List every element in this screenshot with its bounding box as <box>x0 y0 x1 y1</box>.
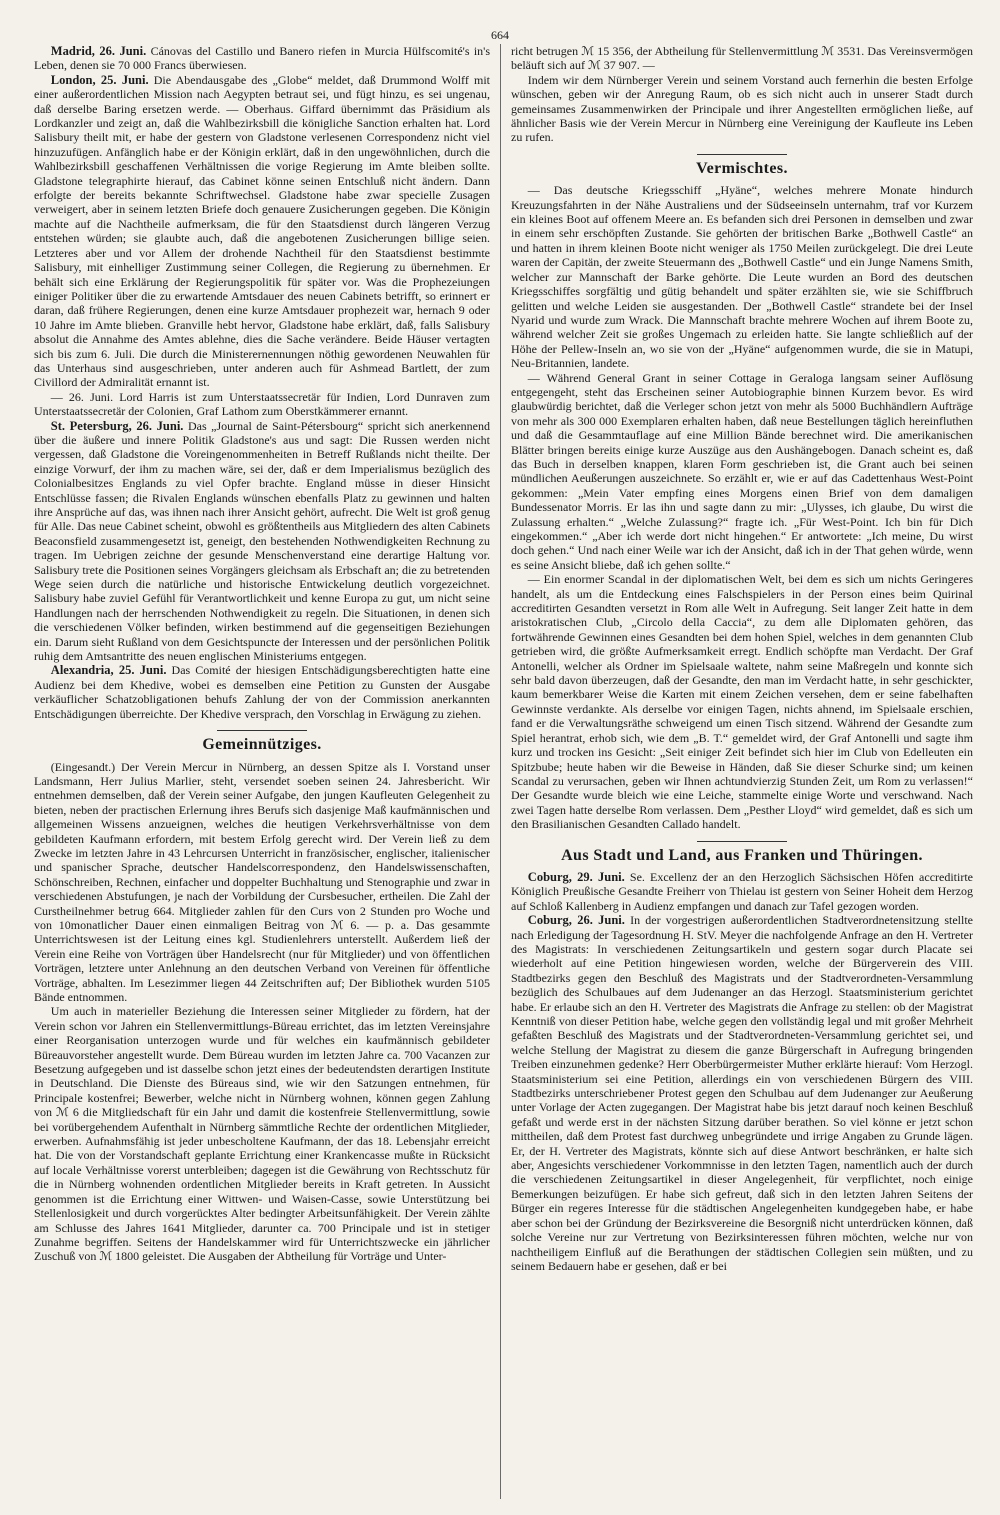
section-heading: Aus Stadt und Land, aus Franken und Thüringen. <box>561 846 923 864</box>
article-paragraph <box>34 1004 490 1263</box>
dateline: St. Petersburg, 26. Juni. <box>50 418 184 433</box>
article-text: Se. Excellenz der an den Herzoglich Sächsischen Höfen accreditirte Königlich Preußische Gesandte Freiherr von Thielau ist gestern von Seiner Hoheit dem Herzog auf Schloß Kallenberg in Audienz empfangen und danach zur Tafel gezogen worden. <box>511 869 974 913</box>
article-text: (Eingesandt.) Der Verein Mercur in Nürnberg, an dessen Spitze als I. Vorstand unser Landsmann, Herr Julius Marlier, steht, versendet soeben seinen 24. Jahresbericht. Wir entnehmen demselben, daß der Verein seiner Aufgabe, den jungen Kaufleuten Gelegenheit zu bieten, neben der practischen Erlernung ihres Berufs sich dasjenige Maß kaufmännischen und allgemeinen Wissens anzueignen, welches die heutigen Verkehrsverhältnisse von dem gebildeten Kaufmann erfordern, mit bestem Erfolg gerecht wird. Der Verein ließ zu dem Zwecke im letzten Jahre in 43 Lehrcursen Unterricht in französischer, englischer, italienischer und spanischer Sprache, deutscher Handelscorrespondenz, den Handelswissenschaften, Schönschreiben, Rechnen, einfacher und doppelter Buchhaltung und Stenographie und zwar in verschiedenen Abstufungen, je nach der Vorbildung der Cursbesucher, ertheilen. Die Zahl der Curstheilnehmer betrug 664. Mitglieder zahlen für den Curs von 2 Stunden pro Woche und von 10monatlicher Dauer einen einmaligen Beitrag von ℳ 6. — p. a. Das gesammte Unterrichtswesen ist der Leitung eines kgl. Studienlehrers unterstellt. Außerdem ließ der Verein eine Reihe von Vorträgen über Handelsrecht (nur für Mitglieder) und von öffentlichen Vorträgen, letztere unter Anlehnung an den deutschen Verband von Vereinen für öffentliche Vorträge, abhalten. Im Lesezimmer liegen 44 Zeitschriften auf; Der Bibliothek wurden 5105 Bände entnommen. <box>34 759 490 1004</box>
section-rule <box>697 841 787 842</box>
article-paragraph <box>511 73 973 145</box>
article-paragraph <box>511 870 973 913</box>
article-paragraph <box>34 663 490 721</box>
article-paragraph <box>511 44 973 73</box>
article-text: Das „Journal de Saint-Pétersbourg“ spricht sich anerkennend über die äußere und innere Politik Gladstone's aus und sagt: Die Russen werden nicht vergessen, daß Gladstone die Voreingenommenheiten in Betreff Rußlands nicht theilte. Der einzige Vorwurf, der ihm zu machen wäre, sei der, daß er dem Imperialismus bezüglich des Colonialbesitzes Englands zu viel Opfer brachte. England müsse in dieser Hinsicht Entschlüsse fassen; die Rivalen Englands wünschen ebenfalls Platz zu gewinnen und halten ihre Ansprüche auf das, was ihnen nach ihrer Ansicht gehört, aufrecht. Die Welt ist groß genug für Alle. Das neue Cabinet scheint, obwohl es größtentheils aus Mitgliedern des alten Cabinets Beaconsfield zusammengesetzt ist, geneigt, den bestehenden Nothwendigkeiten Rechnung zu tragen. Im Uebrigen zeichne der gesunde Menschenverstand eine derartige Haltung vor. Salisbury trete die Positionen seines Vorgängers gleichsam als Erbschaft an; die zu betretenden Wege seien durch die natürliche und historische Entwickelung deutlich vorgezeichnet. Salisbury habe zuviel Gefühl für Verantwortlichkeit und kenne Europa zu gut, um nicht seine Handlungen nach der herrschenden Nothwendigkeit zu regeln. Die Situationen, in denen sich die verschiedenen Völker befinden, wirken bestimmend auf die gegenseitigen Beziehungen ein. Darum sieht Rußland von dem Gesichtspuncte der Interessen und der persönlichen Politik ruhig dem Amtsantritte des neuen englischen Ministeriums entgegen. <box>34 418 491 664</box>
article-text: richt betrugen ℳ 15 356, der Abtheilung für Stellenvermittlung ℳ 3531. Das Vereinsvermögen beläuft sich auf ℳ 37 907. — <box>511 44 973 73</box>
article-text: Um auch in materieller Beziehung die Interessen seiner Mitglieder zu fördern, hat der Verein schon vor Jahren ein Stellenvermittlungs-Büreau errichtet, das im letzten Vereinsjahre einer Reorganisation unterzogen wurde und für welches ein kaufmännisch gebildeter Büreauvorsteher angestellt wurde. Dem Büreau wurden im letzten Jahre ca. 700 Vacanzen zur Besetzung aufgegeben und ist dasselbe schon jetzt eines der bedeutendsten derartigen Institute in Deutschland. Die Dienste des Büreaus sind, wie wir den Satzungen entnehmen, für Principale kostenfrei; Bewerber, welche nicht in Nürnberg wohnen, können gegen Zahlung von ℳ 6 die Mitgliedschaft für ein Jahr und damit die kostenfreie Stellenvermittlung, sowie bei vorübergehendem Aufenthalt in Nürnberg sämmtliche Rechte der ordentlichen Mitglieder, erwerben. Aufnahmsfähig ist jeder unbescholtene Kaufmann, der das 18. Lebensjahr erreicht hat. Die von der Vorstandschaft geplante Errichtung einer Krankencasse mußte in Rücksicht auf locale Verhältnisse vorerst unterbleiben; dagegen ist die Gewährung von Rechtsschutz für die in Nürnberg wohnenden ordentlichen Mitglieder bereits in Kraft getreten. In Aussicht genommen ist die Errichtung einer Wittwen- und Waisen-Casse, sowie Unterstützung bei Stellenlosigkeit und durch vorgerücktes Alter bedingter Arbeitsunfähigkeit. Der Verein zählte am Schlusse des Jahres 1641 Mitglieder, darunter ca. 700 Principale und ist in stetiger Zunahme begriffen. Seitens der Handelskammer wird für Unterrichtszwecke ein jährlicher Zuschuß von ℳ 1800 geleistet. Die Ausgaben der Abtheilung für Vorträge und Unter- <box>34 1004 490 1264</box>
page-number: 664 <box>491 28 509 42</box>
article-text: Das Comité der hiesigen Entschädigungsberechtigten hatte eine Audienz bei dem Khedive, wobei es demselben eine Petition zu Gunsten der Ausgabe verkäuflicher Schatzobligationen behufs Zahlung der von der Commission anerkannten Entschädigungen überreichte. Der Khedive versprach, den Vorschlag in Erwägung zu ziehen. <box>34 663 490 721</box>
article-paragraph <box>34 73 490 390</box>
left-column <box>34 44 490 1264</box>
section-heading: Gemeinnütziges. <box>202 736 322 754</box>
section-heading: Vermischtes. <box>696 159 788 177</box>
article-text: — Ein enormer Scandal in der diplomatischen Welt, bei dem es sich um nichts Geringeres handelt, als um die Entdeckung eines Falschspielers in der Person eines beim Quirinal accreditirten Gesandten versetzt in Rom alle Welt in Aufregung. Seit langer Zeit hatte in dem aristokratischen Club, „Circolo della Caccia“, zu dem alle Diplomaten gehören, das fortwährende Gewinnen eines Gesandten bei dem hohen Spiel, welches in dem genannten Club getrieben wird, die größte Aufmerksamkeit erregt. Endlich schöpfte man Verdacht. Der Graf Antonelli, welcher als Ordner im Spielsaale waltete, nahm seine Maßregeln und konnte sich sehr bald davon überzeugen, daß der Gesandte, den man im Verdacht hatte, in sehr geschickter, kaum bemerkbarer Weise die Karten mit einem Zeichen versehen, dem er seine fabelhaften Gewinnste verdankte. Als derselbe vor einigen Tagen, nichts ahnend, im Spielsaale erschien, fand er die Verwaltungsräthe schweigend um einen Tisch sitzend. Während der Gesandte zum Spiel herantrat, erhob sich, wie dem „B. T.“ gemeldet wird, der Graf Antonelli und sagte ihm kurz und trocken ins Gesicht: „Seit einiger Zeit befindet sich hier im Club von Edelleuten ein Spitzbube; heute haben wir die Beweise in Händen, daß Sie dieser Schurke sind; um keinen Scandal zu verursachen, geben wir Ihnen achtundvierzig Stunden Zeit, um Rom zu verlassen!“ Der Gesandte wurde bleich wie eine Leiche, stammelte einige Worte und verschwand. Nach zwei Tagen hatte derselbe Rom verlassen. Dem „Pesther Lloyd“ wird gemeldet, daß es sich um den Brasilianischen Gesandten Callado handelt. <box>511 572 973 832</box>
dateline: Coburg, 26. Juni. <box>527 913 625 928</box>
article-text: Cánovas del Castillo und Banero riefen in Murcia Hülfscomité's in's Leben, denen sie 70 000 Francs überwiesen. <box>34 44 491 73</box>
section-rule <box>697 154 787 155</box>
dateline: Madrid, 26. Juni. <box>50 44 147 58</box>
article-text: Die Abendausgabe des „Globe“ meldet, daß Drummond Wolff mit einer außerordentlichen Mission nach Aegypten betraut sei, und fügt hinzu, es sei ungenau, daß derselbe Baring ersetzen werde. — Oberhaus. Giffard übernimmt das Präsidium als Lordkanzler und zeigt an, daß die Wahlbezirksbill die königliche Sanction erhalten hat. Lord Salisbury theilt mit, er habe der gestern von Gladstone verlesenen Correspondenz nicht viel hinzuzufügen. Anfänglich habe er der Königin erklärt, daß in den ungewöhnlichen, durch die Wahlbezirksbill geschaffenen Verhältnissen die vorige Regierung im Amte bleiben sollte. Gladstone telegraphirte hierauf, das Cabinet könne seinen Entschluß nicht ändern. Dann erfolgte der bereits bekannte Schriftwechsel. Gladstone habe zwar specielle Zusagen verweigert, aber in seinem letzten Briefe doch genauere Zusicherungen gegeben. Die Königin machte auf die Nachtheile aufmerksam, die für den Staatsdienst durch längeren Verzug entstehen würden; sie glaubte auch, daß die angebotenen Zusicherungen billige seien. Letzteres aber und vor Allem der drohende Nachtheil für den Staatsdienst bestimmte Salisbury, mit einhelliger Zustimmung seiner Collegen, die Regierung zu übernehmen. Er behält sich eine Erklärung der Regierungspolitik für später vor. Was die Prophezeiungen einiger Politiker über die zu erwartende Amtsdauer des neuen Cabinets betrifft, so erinnert er daran, daß frühere Regierungen, denen eine kurze Amtsdauer prophezeit war, hernach 9 oder 10 Jahre im Amte blieben. Granville hebt hervor, Gladstone habe erklärt, daß, falls Salisbury absolut die Annahme des Amtes ablehne, dies die Sache verändere. Beide Häuser vertagten sich bis zum 6. Juli. Die durch die Ministerernennungen nöthig gewordenen Neuwahlen für das Unterhaus sind ausgeschrieben, unter anderen auch für Ashmead Bartlett, der zum Civillord der Admiralität ernannt ist. <box>34 72 490 390</box>
article-text: In der vorgestrigen außerordentlichen Stadtverordnetensitzung stellte nach Erledigung der Tagesordnung H. StV. Meyer die nachfolgende Anfrage an den H. Vertreter des Magistrats: In verschiedenen Zeitungsartikeln und gestern sogar durch Placate sei wiederholt auf eine Petition hingewiesen worden, welche der Bürgerverein des VIII. Stadtbezirks gegen den Beschluß des Magistrats und der Stadtverordneten-Versammlung bezüglich des Schulbaues auf dem Judenanger an das Herzogl. Staatsministerium gerichtet habe. Er erlaube sich an den H. Vertreter des Magistrats die Anfrage zu stellen: ob der Magistrat Kenntniß von dieser Petition habe, welche gegen den vollständig legal und mit großer Mehrheit gefaßten Beschluß des Magistrats und der Stadtverordneten-Versammlung gerichtet sei, und welche Stellung der Magistrat zu diesem die ganze Bürgerschaft in Aufregung bringenden Treiben einzunehmen gedenke? Herr Oberbürgermeister Muther erklärte hierauf: Vom Herzogl. Staatsministerium sei eine Petition, allerdings ein von verschiedenen Bürgern des VIII. Stadtbezirks unterschriebener Protest gegen den Schulbau auf dem Judenanger zur Aeußerung unter Vorlage der Acten zugegangen. Der Magistrat habe bis jetzt darauf noch keinen Beschluß gefaßt und werde erst in der nächsten Sitzung darüber berathen. So viel könne er jetzt schon mittheilen, daß dem Protest fast durchweg unbegründete und irrige Angaben zu Grunde lägen. Er, der H. Vertreter des Magistrats, könnte sich auf diese Antwort beschränken, er halte sich aber, Angesichts verschiedener Vorkommnisse in den letzten Tagen, namentlich auch der durch die verschiedenen Zeitungsartikel in dieser Angelegenheit, für verpflichtet, noch einige Bemerkungen beizufügen. Er habe sich gefreut, daß sich in den letzten Jahren Seitens der Bürger ein regeres Interesse für die städtischen Angelegenheiten kundgegeben habe, er habe aber schon bei der Gründung der Bezirksvereine die Besorgniß nicht unterdrücken können, daß solche Vereine nur zur Vertretung von Bezirksinteressen führen möchten, welche nur von nachtheiligem Einfluß auf die Berathungen der städtischen Collegien sein müßten, und zu seinem Bedauern habe er gesehen, daß er bei <box>511 913 974 1273</box>
article-paragraph <box>511 371 973 573</box>
article-text: Indem wir dem Nürnberger Verein und seinem Vorstand auch fernerhin die besten Erfolge wünschen, geben wir der Anregung Raum, ob es sich nicht auch in unserer Stadt durch gemeinsames Zusammenwirken der Principale und ihrer Angestellten ermöglichen ließe, auf ähnlicher Basis wie der Verein Mercur in Nürnberg eine Vereinigung der Kaufleute ins Leben zu rufen. <box>511 72 973 145</box>
dateline: Coburg, 29. Juni. <box>527 869 625 884</box>
dateline: Alexandria, 25. Juni. <box>50 663 167 678</box>
dateline: London, 25. Juni. <box>50 72 149 87</box>
article-paragraph <box>34 390 490 419</box>
article-paragraph <box>511 913 973 1273</box>
right-column <box>511 44 973 1273</box>
section-rule <box>217 730 307 731</box>
article-paragraph <box>34 44 490 73</box>
column-divider <box>500 44 501 1499</box>
article-paragraph <box>34 419 490 664</box>
article-paragraph <box>34 760 490 1005</box>
article-text: — 26. Juni. Lord Harris ist zum Unterstaatssecretär für Indien, Lord Dunraven zum Unterstaatssecretär der Colonien, Graf Lathom zum Oberstkämmerer ernannt. <box>34 389 490 419</box>
article-paragraph <box>511 183 973 370</box>
article-paragraph <box>511 572 973 831</box>
article-text: — Während General Grant in seiner Cottage in Geraloga langsam seiner Auflösung entgegengeht, steht das Erscheinen seiner Autobiographie binnen Kurzem bevor. Es wird glaubwürdig berichtet, daß die Verleger schon jetzt von mehr als 5000 Buchhändlern Aufträge von mehr als 300 000 Exemplaren erhalten haben, daß neue Bestellungen täglich hereinfluthen und daß die Gesammtauflage auf eine Million Bände berechnet wird. Die amerikanischen Blätter bringen bereits einige kurze Auszüge aus den Aushängebogen. Danach scheint es, daß das Buch in derselben knappen, klaren Form geschrieben ist, die Grant auch bei seinen mündlichen Aeußerungen auszeichnete. So erzählt er, wie er auf das Cadettenhaus West-Point gekommen: „Mein Vater empfing eines Morgens einen Brief von dem damaligen Bundessenator Morris. Er las ihn und sagte dann zu mir: „Ulysses, ich glaube, Du wirst die Zulassung erhalten.“ „Welche Zulassung?“ fragte ich. „Für West-Point. Ich bin für Dich eingekommen.“ „Aber ich werde dort nicht hingehen.“ Er antwortete: „Ich meine, Du wirst doch gehen.“ Und nach einer Weile war ich der Ansicht, daß ich in der That gehen würde, wenn es seine Ansicht bliebe, daß ich gehen sollte.“ <box>511 370 973 572</box>
article-text: — Das deutsche Kriegsschiff „Hyäne“, welches mehrere Monate hindurch Kreuzungsfahrten in der Nähe Australiens und der Südseeinseln unternahm, traf vor Kurzem ein kleines Boot auf offenem Meere an. Es befanden sich drei Personen in demselben und zwar in einem sehr erschöpften Zustande. Sie gehörten der britischen Barke „Bothwell Castle“ an und hatten in ihrem kleinen Boote nicht weniger als 1750 Meilen zurückgelegt. Die drei Leute waren der Capitän, der zweite Steuermann des „Bothwell Castle“ und ein Junge Namens Smith, welcher zur Mannschaft der Barke gehörte. Die Leute wurden an Bord des deutschen Kriegsschiffes sorgfältig und gütig behandelt und später erzählten sie, wie sie Schiffbruch gelitten und welche Leiden sie ausgestanden. Der „Bothwell Castle“ strandete bei der Insel Nyarid und wurde zum Wrack. Die Mannschaft brachte mehrere Wochen auf ihrem Boote zu, während welcher Zeit sie großes Ungemach zu erleiden hatte. Sie langte schließlich auf der Höhe der Pellew-Inseln an, wo sie von der „Hyäne“ aufgenommen wurde, die sie in Matupi, Neu-Britannien, landete. <box>511 183 973 371</box>
